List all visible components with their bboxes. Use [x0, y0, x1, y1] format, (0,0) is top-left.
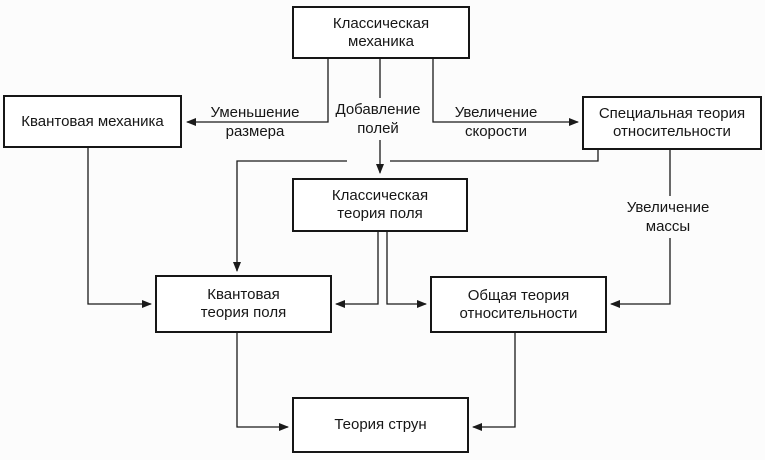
node-label-line: Классическая	[331, 187, 429, 204]
edge-label-line: полей	[357, 120, 399, 137]
edge-quantum-field-theory-to-string-theory	[237, 333, 288, 427]
node-quantum-mechanics	[3, 95, 182, 148]
edge-label-line: Увеличение	[454, 104, 538, 121]
edge-label-increase-speed	[439, 103, 553, 141]
edge-label-line: Добавление	[335, 101, 421, 118]
edge-label-line: Увеличение	[626, 199, 710, 216]
edge-label-increase-mass	[613, 196, 723, 238]
edge-label-add-fields	[332, 98, 424, 140]
edge-label-line: скорости	[464, 123, 527, 140]
edge-classical-field-theory-to-quantum-field-theory	[336, 232, 378, 304]
node-special-relativity	[582, 96, 762, 150]
edge-special-relativity-to-quantum-field-theory-segment-1	[390, 150, 598, 161]
node-quantum-field-theory	[155, 275, 332, 333]
node-string-theory	[292, 397, 469, 453]
node-classical-mechanics	[292, 6, 470, 59]
edge-general-relativity-to-string-theory	[473, 333, 515, 427]
node-label-line: Специальная теория	[598, 105, 746, 122]
edge-quantum-mechanics-to-quantum-field-theory	[88, 148, 151, 304]
node-label-line: относительности	[459, 304, 578, 322]
node-label-line: Общая теория	[467, 286, 570, 304]
edge-label-line: размера	[225, 123, 285, 140]
node-label-line: Квантовая	[207, 286, 280, 303]
node-label-line: Квантовая механика	[21, 112, 164, 130]
edge-label-decrease-size	[198, 103, 312, 141]
edge-label-line: Уменьшение	[210, 104, 300, 121]
edge-classical-field-theory-to-general-relativity	[387, 232, 426, 304]
node-general-relativity	[430, 276, 607, 333]
node-label-line: механика	[348, 32, 414, 50]
node-classical-field-theory	[292, 178, 468, 232]
node-label-line: Классическая	[332, 14, 430, 32]
node-label-line: Теория струн	[334, 416, 427, 433]
node-label-line: теория поля	[200, 304, 287, 321]
edge-label-line: массы	[645, 218, 691, 235]
node-label-line: относительности	[613, 123, 731, 140]
node-label-line: теория поля	[337, 205, 423, 222]
